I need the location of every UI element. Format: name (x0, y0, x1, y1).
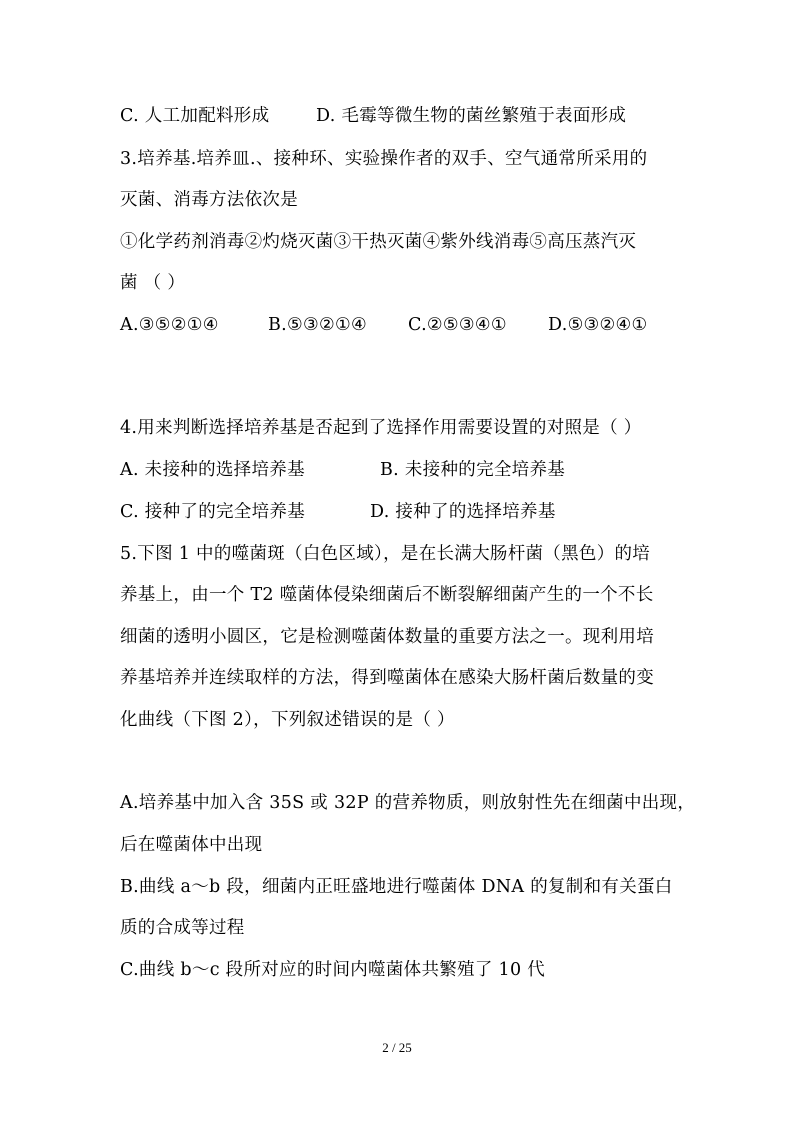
q3-stem-line-2: 灭菌、消毒方法依次是 (120, 190, 298, 210)
q4-option-a: A. 未接种的选择培养基 (120, 460, 305, 480)
q3-methods-line-2: 菌 （ ） (120, 273, 186, 293)
q5-option-b-line-1: B.曲线 a～b 段，细菌内正旺盛地进行噬菌体 DNA 的复制和有关蛋白 (120, 877, 673, 897)
q4-option-d: D. 接种了的选择培养基 (370, 502, 556, 522)
q3-methods-line-1: ①化学药剂消毒②灼烧灭菌③干热灭菌④紫外线消毒⑤高压蒸汽灭 (120, 232, 637, 252)
q5-option-a-line-1: A.培养基中加入含 35S 或 32P 的营养物质，则放射性先在细菌中出现， (120, 793, 696, 813)
q4-option-b: B. 未接种的完全培养基 (380, 460, 566, 480)
q4-option-c: C. 接种了的完全培养基 (120, 502, 305, 522)
q5-option-b-line-2: 质的合成等过程 (120, 918, 245, 938)
page-number: 2 / 25 (382, 1040, 412, 1055)
q3-option-b: B.⑤③②①④ (268, 315, 367, 335)
q5-option-a-line-2: 后在噬菌体中出现 (120, 835, 263, 855)
q5-option-c: C.曲线 b～c 段所对应的时间内噬菌体共繁殖了 10 代 (120, 960, 546, 980)
q5-stem-line-3: 细菌的透明小圆区，它是检测噬菌体数量的重要方法之一。现利用培 (120, 627, 654, 647)
q5-stem-line-4: 养基培养并连续取样的方法，得到噬菌体在感染大肠杆菌后数量的变 (120, 668, 654, 688)
q3-option-d: D.⑤③②④① (548, 315, 648, 335)
q2-option-c: C. 人工加配料形成 (120, 106, 270, 126)
q5-stem-line-5: 化曲线（下图 2），下列叙述错误的是（ ） (120, 710, 455, 730)
q3-option-c: C.②⑤③④① (408, 315, 507, 335)
q2-option-d: D. 毛霉等微生物的菌丝繁殖于表面形成 (316, 106, 627, 126)
q5-stem-line-2: 养基上，由一个 T2 噬菌体侵染细菌后不断裂解细菌产生的一个不长 (120, 585, 654, 605)
q3-stem-line-1: 3.培养基.培养皿.、接种环、实验操作者的双手、空气通常所采用的 (120, 149, 648, 169)
q3-option-a: A.③⑤②①④ (120, 315, 219, 335)
q4-stem: 4.用来判断选择培养基是否起到了选择作用需要设置的对照是（ ） (120, 418, 642, 438)
q5-stem-line-1: 5.下图 1 中的噬菌斑（白色区域），是在长满大肠杆菌（黑色）的培 (120, 544, 651, 564)
